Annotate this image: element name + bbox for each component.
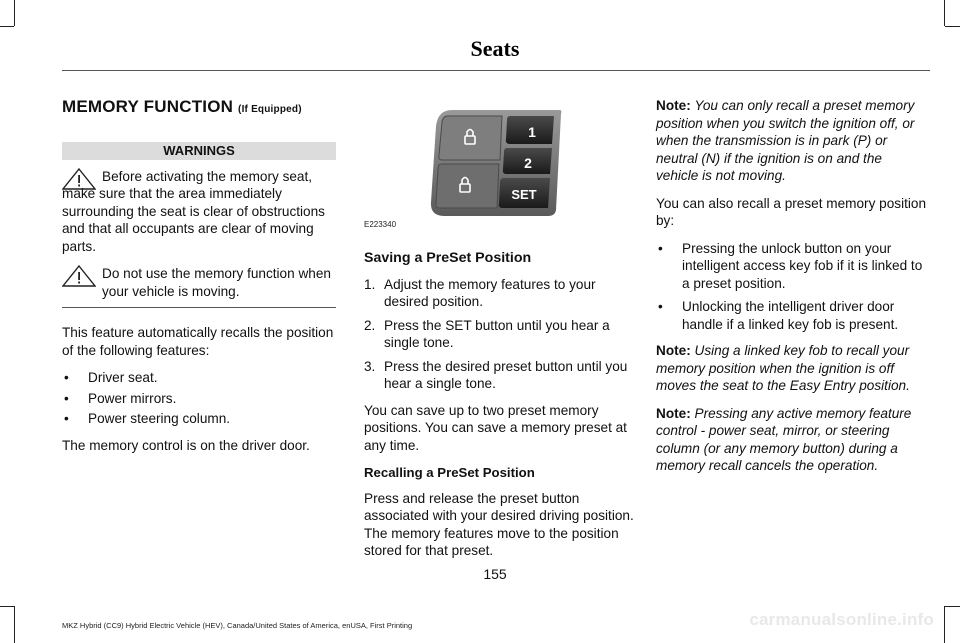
note: Note: Using a linked key fob to recall your memory position when the ignition is off moves the seat to the Easy Entry position.: [656, 343, 910, 393]
list-item: • Driver seat.: [64, 370, 158, 385]
svg-text:SET: SET: [511, 187, 537, 202]
recalling-heading: Recalling a PreSet Position: [364, 465, 535, 480]
crop-mark: [0, 26, 14, 27]
recall-text: Press and release the preset button associated with your desired driving position. The memory features move to the position stored for that preset.: [364, 490, 634, 558]
closing-text: The memory control is on the driver door.: [62, 437, 310, 453]
list-item: 2. Press the SET button until you hear a single tone.: [364, 317, 610, 350]
warning-icon: [62, 265, 96, 287]
list-item: 3. Press the desired preset button until you hear a single tone.: [364, 358, 628, 391]
also-text: You can also recall a preset memory position by:: [656, 195, 927, 228]
page-number: 155: [483, 566, 507, 582]
left-column: [62, 98, 336, 464]
list-item: • Pressing the unlock button on your intelligent access key fob if it is linked to a preset position.: [658, 240, 923, 291]
warning-item: [62, 168, 336, 256]
footer-text: MKZ Hybrid (CC9) Hybrid Electric Vehicle (HEV), Canada/United States of America, enUSA, First Printing: [62, 621, 413, 630]
figure-code: E223340: [364, 220, 397, 229]
list-item: • Power mirrors.: [64, 390, 177, 406]
section-title-suffix: (If Equipped): [238, 104, 302, 115]
right-column: [656, 97, 928, 485]
crop-mark: [944, 0, 945, 26]
svg-text:2: 2: [524, 155, 532, 171]
list-item: • Power steering column.: [64, 411, 231, 426]
list-item: • Unlocking the intelligent driver door handle if a linked key fob is present.: [658, 299, 899, 332]
warning-text: Before activating the memory seat, make sure that the area immediately surrounding the seat is clear of obstructions and that all occupants are clear of moving parts.: [62, 168, 325, 254]
crop-mark: [14, 606, 15, 643]
middle-column: [364, 110, 634, 570]
section-title-text: MEMORY FUNCTION: [62, 97, 234, 116]
warnings-divider: [62, 307, 336, 308]
crop-mark: [945, 26, 960, 27]
header-divider: [62, 70, 930, 71]
warning-item: [62, 265, 336, 300]
svg-text:1: 1: [528, 124, 536, 140]
intro-text: This feature automatically recalls the position of the following features:: [62, 325, 334, 358]
list-item: 1. Adjust the memory features to your desired position.: [364, 276, 596, 309]
section-title: [62, 98, 336, 119]
note: Note: Pressing any active memory feature control - power seat, mirror, or steering column (or any memory button) during a memory recall cancels the operation.: [656, 405, 912, 473]
page-title: Seats: [470, 36, 520, 61]
crop-mark: [0, 606, 14, 607]
crop-mark: [14, 0, 15, 26]
memory-buttons-figure: [364, 110, 574, 228]
note: Note: You can only recall a preset memory position when you switch the ignition off, or when the transmission is in park (P) or neutral (N) if the ignition is on and the vehicle is not moving.: [656, 98, 915, 183]
warning-text: Do not use the memory function when your vehicle is moving.: [102, 266, 331, 299]
crop-mark: [944, 606, 945, 643]
watermark: carmanualsonline.info: [749, 610, 934, 629]
memory-control-illustration: [364, 110, 574, 216]
save-note: You can save up to two preset memory positions. You can save a memory preset at any time.: [364, 402, 627, 453]
saving-heading: Saving a PreSet Position: [364, 250, 532, 266]
warning-icon: [62, 168, 96, 190]
warnings-heading: WARNINGS: [62, 142, 336, 160]
crop-mark: [945, 606, 960, 607]
